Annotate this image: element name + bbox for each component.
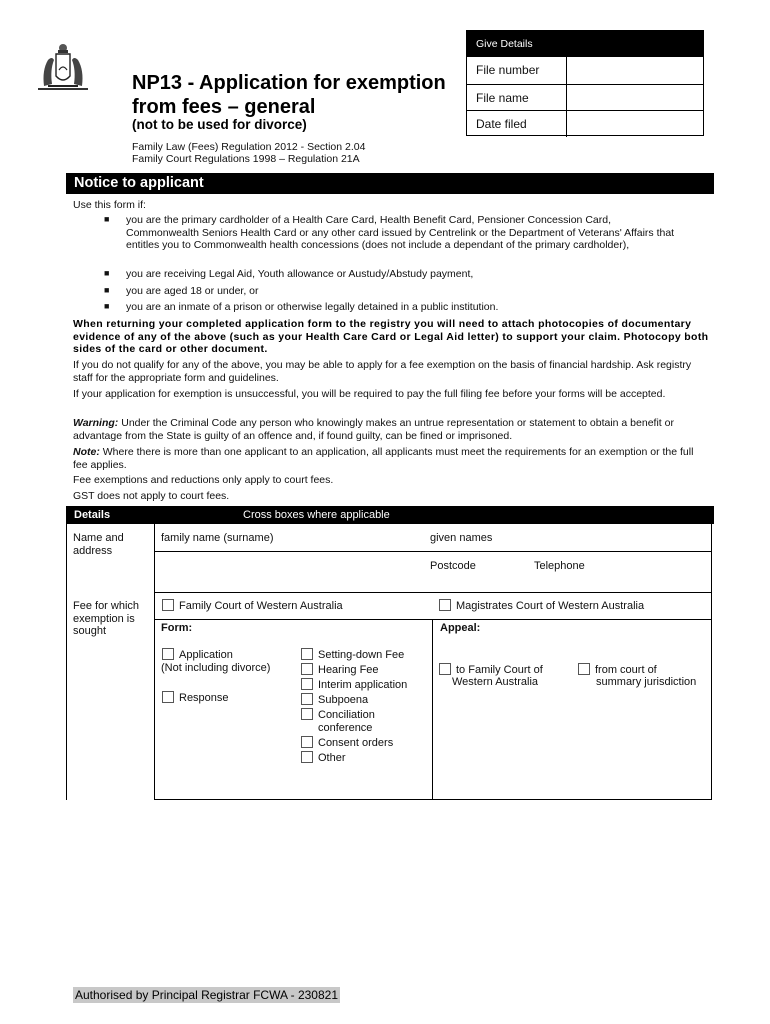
form-heading: Form: — [161, 622, 193, 634]
bullet-item-4: you are an inmate of a prison or otherwise legally detained in a public institution. — [126, 301, 499, 313]
note-label: Note: — [73, 446, 100, 458]
details-instruction: Cross boxes where applicable — [243, 509, 390, 521]
to-family-court-checkbox[interactable] — [439, 663, 451, 675]
appeal-heading: Appeal: — [440, 622, 481, 634]
form-appeal-divider — [432, 619, 433, 800]
subpoena-label: Subpoena — [318, 694, 369, 706]
table-line — [154, 799, 711, 800]
conciliation-checkbox[interactable] — [301, 708, 313, 720]
telephone-label[interactable]: Telephone — [534, 560, 585, 572]
coat-of-arms-logo — [38, 40, 88, 96]
form-title: NP13 - Application for exemption from fees – general — [132, 72, 446, 118]
file-name-row[interactable] — [467, 84, 703, 111]
response-checkbox[interactable] — [162, 691, 174, 703]
from-court-checkbox[interactable] — [578, 663, 590, 675]
regulation-line-2: Family Court Regulations 1998 – Regulation 21A — [132, 153, 360, 165]
warning-label: Warning: — [73, 417, 119, 429]
setting-down-checkbox[interactable] — [301, 648, 313, 660]
notice-intro: Use this form if: — [73, 199, 146, 211]
give-details-heading: Give Details — [467, 31, 703, 57]
file-number-row[interactable] — [467, 57, 703, 84]
interim-application-label: Interim application — [318, 679, 408, 691]
file-name-label: File name — [467, 85, 567, 111]
western-australia-label: Western Australia — [452, 676, 539, 688]
given-names-label[interactable]: given names — [430, 532, 493, 544]
give-details-box — [466, 30, 704, 136]
family-court-checkbox[interactable] — [162, 599, 174, 611]
fee-exemption-label: Fee for which exemption is sought — [73, 600, 140, 637]
court-fees-paragraph: Fee exemptions and reductions only apply to court fees. — [73, 474, 334, 486]
subpoena-checkbox[interactable] — [301, 693, 313, 705]
table-line — [154, 592, 711, 593]
response-label: Response — [179, 692, 229, 704]
from-court-label: from court of — [595, 664, 657, 676]
table-line — [154, 551, 711, 552]
summary-jurisdiction-label: summary jurisdiction — [596, 676, 697, 688]
unsuccessful-paragraph: If your application for exemption is unsuccessful, you will be required to pay the full filing fee before your forms will be accepted. — [73, 388, 666, 400]
table-border-right — [711, 524, 712, 800]
date-filed-label: Date filed — [467, 111, 567, 137]
to-family-court-label: to Family Court of — [456, 664, 543, 676]
not-divorce-label: (Not including divorce) — [161, 662, 271, 674]
consent-orders-checkbox[interactable] — [301, 736, 313, 748]
details-heading: Details — [74, 509, 111, 521]
family-court-label: Family Court of Western Australia — [179, 600, 343, 612]
table-border-left — [66, 524, 67, 800]
form-subtitle: (not to be used for divorce) — [132, 117, 307, 132]
hardship-paragraph: If you do not qualify for any of the above, you may be able to apply for a fee exemption on the basis of financial hardship. Ask registry staff for the appropriate form and guidelines. — [73, 359, 692, 384]
note-text: Where there is more than one applicant to an application, all applicants must meet the requirements for an exemption or the full fee applies. — [73, 446, 694, 471]
note-paragraph — [73, 446, 709, 471]
date-filed-row[interactable] — [467, 110, 703, 137]
bullet-item-3: you are aged 18 or under, or — [126, 285, 259, 297]
gst-paragraph: GST does not apply to court fees. — [73, 490, 230, 502]
application-checkbox[interactable] — [162, 648, 174, 660]
magistrates-court-checkbox[interactable] — [439, 599, 451, 611]
bullet-icon: ■ — [104, 214, 110, 224]
notice-heading: Notice to applicant — [66, 173, 714, 194]
interim-application-checkbox[interactable] — [301, 678, 313, 690]
bullet-icon: ■ — [104, 268, 110, 278]
bullet-item-1: you are the primary cardholder of a Health Care Card, Health Benefit Card, Pensioner Concession Card, Commonwealth Seniors Health Card or any other card issued by Centrelink or the Department of Veterans' Affairs that entitles you to Commonwealth health concessions (does not include a dependant of the primary cardholder), — [126, 214, 675, 251]
postcode-label[interactable]: Postcode — [430, 560, 476, 572]
warning-text: Under the Criminal Code any person who knowingly makes an untrue representation or statement to obtain a benefit or advantage from the State is guilty of an offence and, if found guilty, can be fined or imprisoned. — [73, 417, 674, 442]
name-address-label: Name and address — [73, 532, 124, 557]
attach-evidence-paragraph: When returning your completed application form to the registry you will need to attach photocopies of documentary evidence of any of the above (such as your Health Care Card or Legal Aid letter) to support your claim. Photocopy both sides of the card or other document. — [73, 318, 709, 355]
magistrates-court-label: Magistrates Court of Western Australia — [456, 600, 645, 612]
footer-authorisation: Authorised by Principal Registrar FCWA - 230821 — [75, 988, 339, 1002]
details-header — [66, 506, 714, 524]
family-name-label[interactable]: family name (surname) — [161, 532, 274, 544]
setting-down-label: Setting-down Fee — [318, 649, 405, 661]
consent-orders-label: Consent orders — [318, 737, 394, 749]
bullet-item-2: you are receiving Legal Aid, Youth allowance or Austudy/Abstudy payment, — [126, 268, 474, 280]
conciliation-label: Conciliation — [318, 709, 375, 721]
other-label: Other — [318, 752, 346, 764]
warning-paragraph — [73, 417, 709, 442]
file-number-label: File number — [467, 57, 567, 84]
regulation-line-1: Family Law (Fees) Regulation 2012 - Section 2.04 — [132, 141, 366, 153]
other-checkbox[interactable] — [301, 751, 313, 763]
table-divider — [154, 524, 155, 800]
application-label: Application — [179, 649, 233, 661]
hearing-fee-label: Hearing Fee — [318, 664, 379, 676]
bullet-icon: ■ — [104, 301, 110, 311]
conference-label: conference — [318, 722, 373, 734]
bullet-icon: ■ — [104, 285, 110, 295]
hearing-fee-checkbox[interactable] — [301, 663, 313, 675]
